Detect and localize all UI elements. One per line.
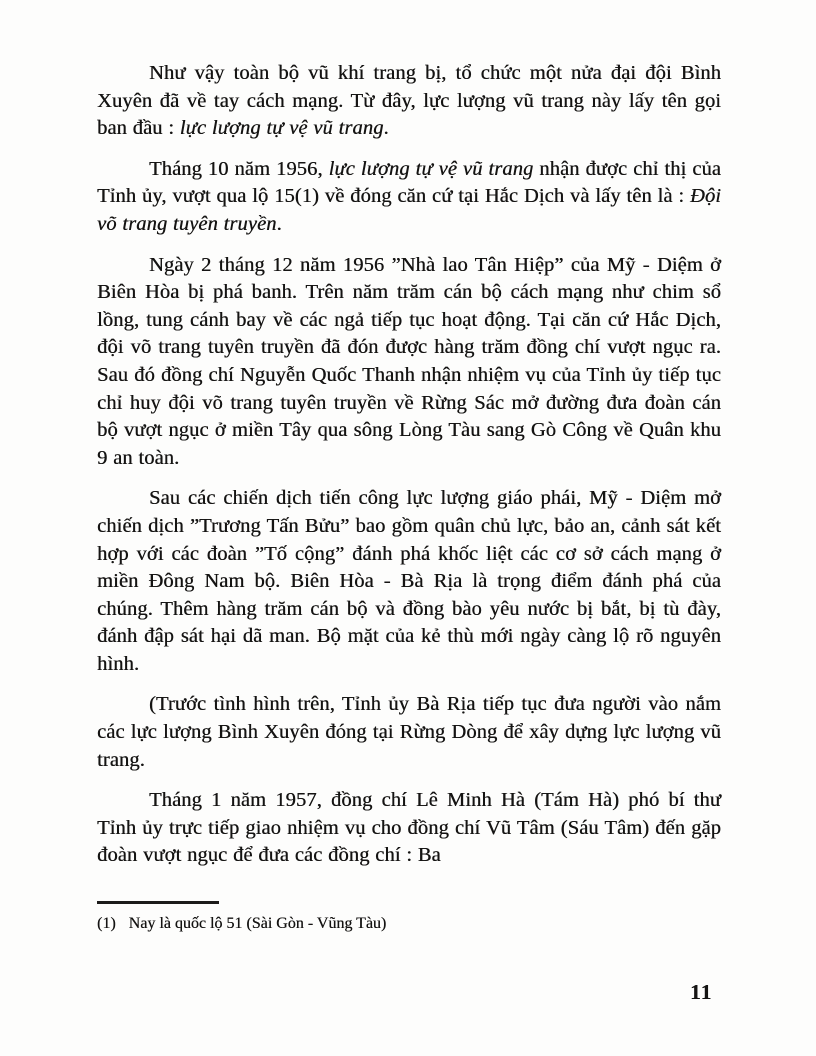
text-run: .: [276, 212, 282, 235]
footnote-line: [97, 913, 721, 934]
text-run: (Trước tình hình trên, Tỉnh ủy Bà Rịa tiếp tục đưa người vào nắm các lực lượng Bình Xuyên đóng tại Rừng Dòng để xây dựng lực lượng vũ trang.: [97, 693, 721, 771]
italic-phrase: lực lượng tự vệ vũ trang: [179, 117, 384, 140]
paragraph-3: [97, 252, 721, 473]
text-run: Như vậy toàn bộ vũ khí trang bị, tổ chức một nửa đại đội Bình Xuyên đã về tay cách mạng. Từ đây, lực lượng vũ trang này lấy tên gọi ban đầu :: [97, 62, 721, 140]
page-body: [97, 60, 721, 870]
footnote-text: Nay là quốc lộ 51 (Sài Gòn - Vũng Tàu): [128, 915, 387, 932]
footnote-marker: (1): [97, 915, 116, 932]
text-run: Ngày 2 tháng 12 năm 1956 ”Nhà lao Tân Hiệp” của Mỹ - Diệm ở Biên Hòa bị phá banh. Trên năm trăm cán bộ cách mạng như chim sổ lồng, tung cánh bay về các ngả tiếp tục hoạt động. Tại căn cứ Hắc Dịch, đội võ trang tuyên truyền đã đón được hàng trăm đồng chí vượt ngục ra. Sau đó đồng chí Nguyễn Quốc Thanh nhận nhiệm vụ của Tỉnh ủy tiếp tục chỉ huy đội võ trang tuyên truyền về Rừng Sác mở đường đưa đoàn cán bộ vượt ngục ở miền Tây qua sông Lòng Tàu sang Gò Công về Quân khu 9 an toàn.: [97, 253, 721, 469]
page-number: 11: [690, 980, 713, 1004]
italic-phrase: Đội võ trang tuyên truyền: [97, 185, 721, 235]
italic-phrase: lực lượng tự vệ vũ trang: [328, 157, 534, 180]
text-run: .: [383, 117, 389, 140]
text-run: nhận được chỉ thị của Tỉnh ủy, vượt qua lộ 15(1) về đóng căn cứ tại Hắc Dịch và lấy tên là :: [97, 157, 721, 208]
paragraph-5: [97, 691, 721, 774]
paragraph-6: [97, 787, 721, 870]
footnote-divider: [97, 901, 219, 904]
text-run: Sau các chiến dịch tiến công lực lượng giáo phái, Mỹ - Diệm mở chiến dịch ”Trương Tấn Bửu” bao gồm quân chủ lực, bảo an, cảnh sát kết hợp với các đoàn ”Tố cộng” đánh phá khốc liệt các cơ sở cách mạng ở miền Đông Nam bộ. Biên Hòa - Bà Rịa là trọng điểm đánh phá của chúng. Thêm hàng trăm cán bộ và đồng bào yêu nước bị bắt, bị tù đày, đánh đập sát hại dã man. Bộ mặt của kẻ thù mới ngày càng lộ rõ nguyên hình.: [97, 487, 721, 675]
paragraph-2: [97, 156, 721, 239]
paragraph-4: [97, 485, 721, 678]
text-run: Tháng 1 năm 1957, đồng chí Lê Minh Hà (Tám Hà) phó bí thư Tỉnh ủy trực tiếp giao nhiệm vụ cho đồng chí Vũ Tâm (Sáu Tâm) đến gặp đoàn vượt ngục để đưa các đồng chí : Ba: [97, 789, 721, 867]
text-run: Tháng 10 năm 1956,: [149, 157, 329, 180]
footnote: [97, 901, 721, 934]
paragraph-1: [97, 60, 721, 143]
